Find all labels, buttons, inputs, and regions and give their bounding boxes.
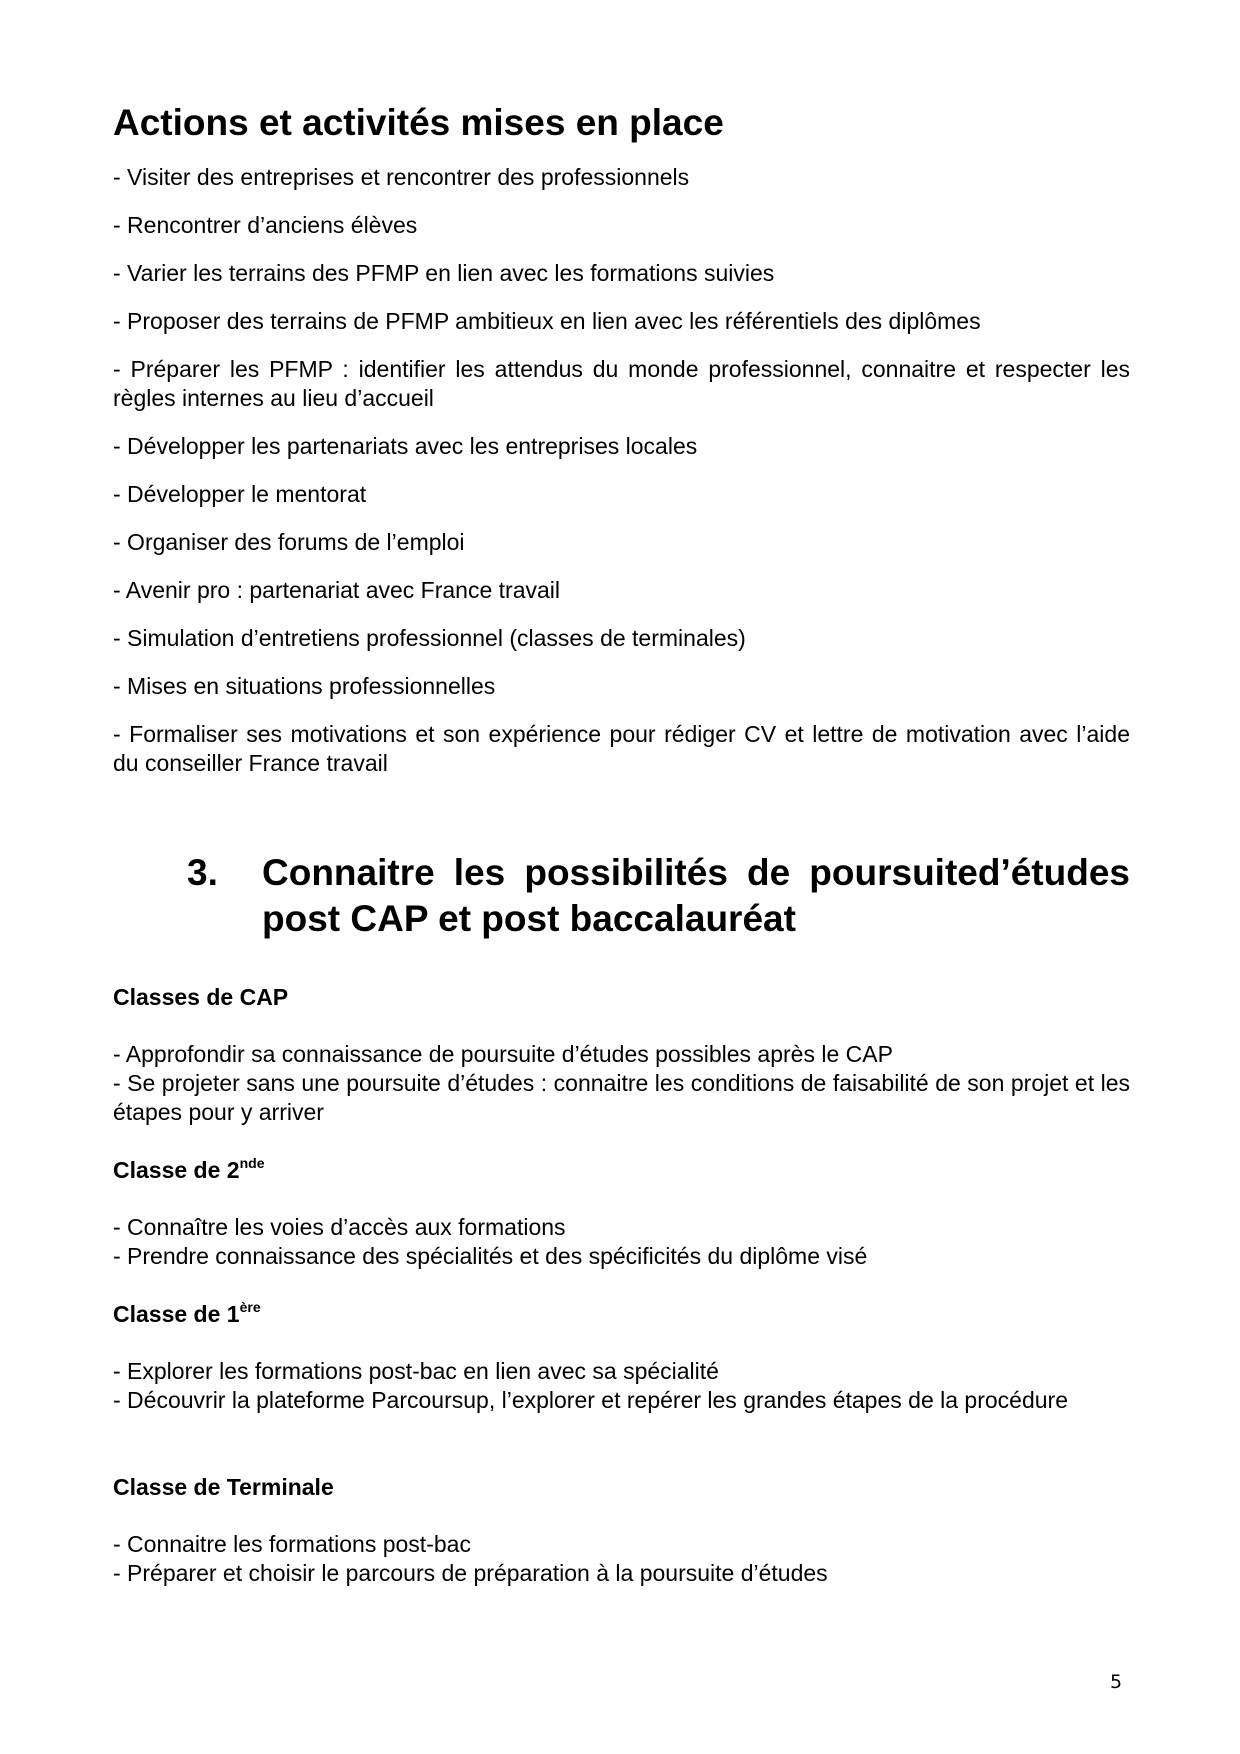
actions-list-item: - Simulation d’entretiens professionnel (classes de terminales) [113,625,746,651]
actions-list [113,163,1130,797]
level-items-terminale [113,1530,1130,1588]
level-item: - Prendre connaissance des spécialités et des spécificités du diplôme visé [113,1243,868,1269]
page-number: 5 [1110,1671,1123,1693]
level-item: - Se projeter sans une poursuite d’études : connaitre les conditions de faisabilité de son projet et les étapes pour y arriver [113,1070,1130,1125]
level-title-text: Classe de 2 [113,1157,240,1183]
level-item: - Explorer les formations post-bac en lien avec sa spécialité [113,1358,719,1384]
level-title-text: Classe de Terminale [113,1474,334,1500]
actions-list-item: - Organiser des forums de l’emploi [113,529,465,555]
actions-list-item: - Visiter des entreprises et rencontrer des professionnels [113,164,690,190]
level-item: - Approfondir sa connaissance de poursuite d’études possibles après le CAP [113,1041,893,1067]
level-title-cap [113,983,1130,1012]
level-block-terminale [113,1473,1130,1588]
section-number: 3. [187,852,218,893]
level-title-superscript: ère [239,1299,261,1315]
actions-list-item: - Mises en situations professionnelles [113,673,496,699]
level-title-premiere [113,1300,1130,1329]
actions-list-item: - Développer les partenariats avec les entreprises locales [113,433,698,459]
level-items-premiere [113,1357,1130,1415]
level-block-seconde [113,1156,1130,1271]
actions-list-item: - Rencontrer d’anciens élèves [113,212,418,238]
actions-list-item: - Avenir pro : partenariat avec France travail [113,577,561,603]
level-item: - Connaitre les formations post-bac [113,1531,471,1557]
level-title-superscript: nde [239,1155,265,1171]
level-items-seconde [113,1213,1130,1271]
level-items-cap [113,1040,1130,1127]
actions-list-item: - Varier les terrains des PFMP en lien avec les formations suivies [113,260,775,286]
level-block-premiere [113,1300,1130,1415]
actions-list-item: - Préparer les PFMP : identifier les attendus du monde professionnel, connaitre et respecter les règles internes au lieu d’accueil [113,356,1130,411]
section-heading [187,850,1130,942]
level-block-cap [113,983,1130,1127]
actions-heading: Actions et activités mises en place [113,102,724,143]
level-item: - Connaître les voies d’accès aux formations [113,1214,566,1240]
level-title-seconde [113,1156,1130,1185]
level-item: - Découvrir la plateforme Parcoursup, l’explorer et repérer les grandes étapes de la procédure [113,1387,1068,1413]
actions-list-item: - Développer le mentorat [113,481,367,507]
level-title-terminale [113,1473,1130,1502]
level-title-text: Classes de CAP [113,984,289,1010]
actions-list-item: - Proposer des terrains de PFMP ambitieux en lien avec les référentiels des diplômes [113,308,981,334]
section-title: Connaitre les possibilités de poursuited’études post CAP et post baccalauréat [262,852,1130,939]
level-title-text: Classe de 1 [113,1301,240,1327]
document-page [113,0,1130,1754]
actions-list-item: - Formaliser ses motivations et son expérience pour rédiger CV et lettre de motivation avec l’aide du conseiller France travail [113,721,1130,776]
level-item: - Préparer et choisir le parcours de préparation à la poursuite d’études [113,1560,828,1586]
